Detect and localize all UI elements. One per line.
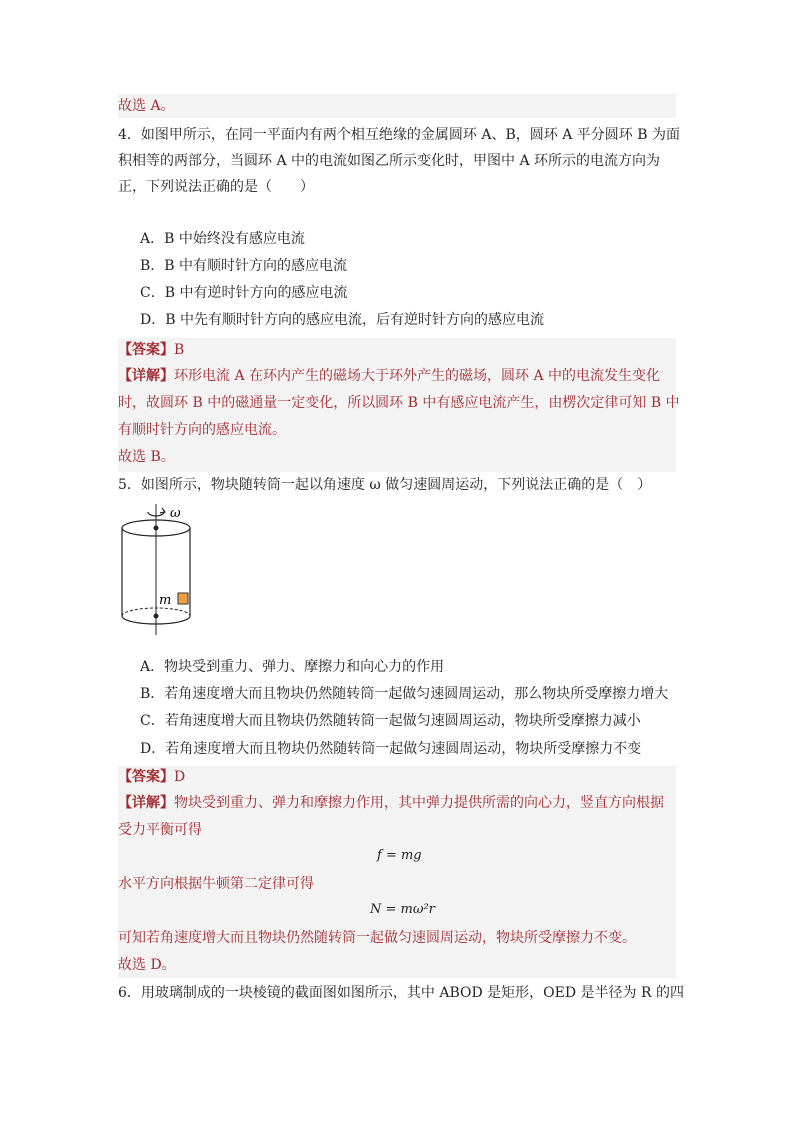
q5-option-c: C．若角速度增大而且物块仍然随转筒一起做匀速圆周运动，物块所受摩擦力减小 <box>140 713 641 729</box>
q4-detail-line-2: 时，故圆环 B 中的磁通量一定变化，所以圆环 B 中有感应电流产生，由楞次定律可知 B 中 <box>118 395 680 411</box>
q4-option-a: A．B 中始终没有感应电流 <box>140 231 305 247</box>
q4-stem-line-1: 4．如图甲所示，在同一平面内有两个相互绝缘的金属圆环 A、B，圆环 A 平分圆环 B 为面 <box>118 127 680 143</box>
answer-band-q3 <box>118 94 676 118</box>
q5-option-d: D．若角速度增大而且物块仍然随转筒一起做匀速圆周运动，物块所受摩擦力不变 <box>140 741 642 757</box>
q5-detail-line-4: 可知若角速度增大而且物块仍然随转筒一起做匀速圆周运动，物块所受摩擦力不变。 <box>118 930 636 946</box>
detail-text: 物块受到重力、弹力和摩擦力作用，其中弹力提供所需的向心力，竖直方向根据 <box>174 795 664 811</box>
answer-value: B <box>174 342 185 358</box>
q3-conclusion: 故选 A。 <box>118 98 175 114</box>
q4-option-b: B．B 中有顺时针方向的感应电流 <box>140 258 348 274</box>
q4-conclusion: 故选 B。 <box>118 449 175 465</box>
formula-normal-force: N = mω²r <box>370 902 435 917</box>
q4-option-c: C．B 中有逆时针方向的感应电流 <box>140 285 348 301</box>
q5-option-a: A．物块受到重力、弹力、摩擦力和向心力的作用 <box>140 659 445 675</box>
answer-tag: 【答案】 <box>118 769 174 785</box>
detail-tag: 【详解】 <box>118 795 174 811</box>
omega-label: ω <box>170 506 181 521</box>
axis-top-dot <box>154 526 159 531</box>
q4-detail-line-1 <box>118 366 660 386</box>
q4-option-d: D．B 中先有顺时针方向的感应电流，后有逆时针方向的感应电流 <box>140 312 544 328</box>
q5-answer <box>118 767 185 787</box>
q4-stem-line-2: 积相等的两部分，当圆环 A 中的电流如图乙所示变化时，甲图中 A 环所示的电流方向为 <box>118 153 661 169</box>
q5-stem: 5．如图所示，物块随转筒一起以角速度 ω 做匀速圆周运动，下列说法正确的是（ ） <box>118 477 652 493</box>
answer-value: D <box>174 769 186 785</box>
formula-friction: f = mg <box>377 848 422 863</box>
rotating-cylinder-figure <box>112 500 202 640</box>
axis-bottom-dot <box>154 614 159 619</box>
arrowhead-icon <box>160 508 165 513</box>
q6-stem: 6．用玻璃制成的一块棱镜的截面图如图所示，其中 ABOD 是矩形，OED 是半径为 R 的四 <box>118 985 684 1001</box>
q5-detail-line-3: 水平方向根据牛顿第二定律可得 <box>118 876 314 892</box>
q5-detail-line-1 <box>118 793 664 813</box>
q5-option-b: B．若角速度增大而且物块仍然随转筒一起做匀速圆周运动，那么物块所受摩擦力增大 <box>140 686 669 702</box>
q5-conclusion: 故选 D。 <box>118 957 176 973</box>
q4-detail-line-3: 有顺时针方向的感应电流。 <box>118 422 286 438</box>
detail-tag: 【详解】 <box>118 368 174 384</box>
answer-tag: 【答案】 <box>118 342 174 358</box>
q5-detail-line-2: 受力平衡可得 <box>118 822 202 838</box>
q4-answer <box>118 340 184 360</box>
q4-stem-line-3: 正，下列说法正确的是（ ） <box>118 179 314 195</box>
mass-block <box>178 593 188 604</box>
detail-text: 环形电流 A 在环内产生的磁场大于环外产生的磁场，圆环 A 中的电流发生变化 <box>174 368 661 384</box>
mass-label: m <box>159 593 172 608</box>
